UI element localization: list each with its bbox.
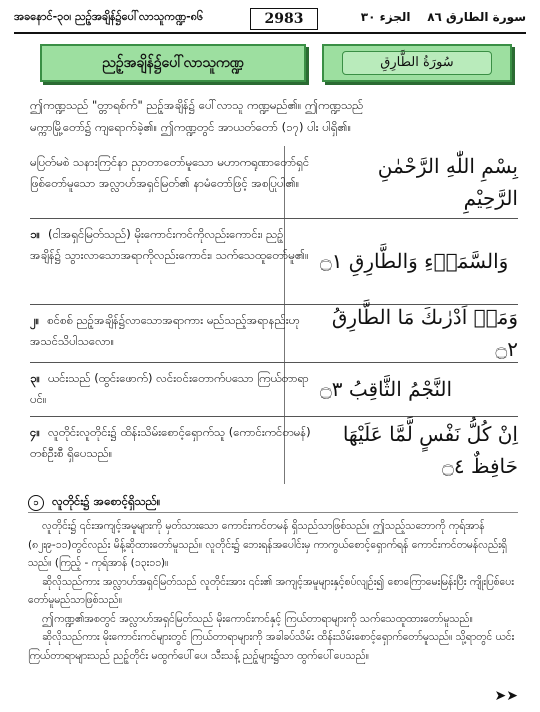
verse-row-basmala [30, 146, 518, 218]
verse-translation [30, 368, 312, 410]
verse-text: စင်စစ် ညဥ့်အချိန်၌လာသောအရာကား မည်သည့်အရာနည်းဟု အသင်သိပါသလော။ [30, 313, 300, 348]
page-header [14, 6, 526, 34]
surah-name-plate [322, 44, 512, 82]
continue-arrows-icon: ➤➤ [494, 688, 518, 704]
verse-arabic: النَّجْمُ الثَّاقِبُ ۝٣ [320, 377, 453, 401]
chapter-title: ညဥ့်အချိန်၌ပေါ်လာသူကဏ္ဍ [40, 44, 306, 82]
footnote-paragraph: ဤကဏ္ဍ၏အစတွင် အလ္လာဟ်အရှင်မြတ်သည် မိုးကောင်းကင်နှင့် ကြယ်တာရာများကို သက်သေထူထားတော်မူသည်။ [42, 612, 473, 625]
verse-number: ၂။ [30, 313, 40, 327]
footnote-paragraph: လူတိုင်း၌ ၎င်းအကျင့်အမူများကို မှတ်သားသော ကောင်းကင်တမန် ရှိသည်သာဖြစ်သည်။ ဤသည့်သဘောကို ကုရ်အာန် (၈၂း၉-၁၁)တွင်လည်း မိန့်ဆိုထားတော်မူသည်။ လူတိုင်း၌ ဘေးရန်အပေါင်းမှ ကာကွယ်စောင့်ရှောက်ရန် ကောင်းကင်တမန်လည်းရှိသည်။ (ကြည့် - ကုရ်အာန် (၁၃း၁၁)။ [28, 520, 507, 569]
footnote [28, 492, 518, 665]
footnote-rule [28, 512, 518, 513]
header-section-title: အခနောင်-၃၀၊ ညဥ့်အချိန်၌ပေါ်လာသူကဏ္ဍ-၈၆ [14, 10, 204, 23]
surah-name: سُورَةُ الطَّارِقِ [342, 51, 492, 75]
header-surah-reference [361, 10, 526, 24]
chapter-introduction [30, 94, 514, 138]
verse-text: မပြတ်မစဲ သနားကြင်နာ ညှာတာတော်မူသော မဟာကရုဏာတော်ရှင် ဖြစ်တော်မူသော အလ္လာဟ်အရှင်မြတ်၏ နာမံတော်ဖြင့် အစပြုပါ၏။ [30, 155, 310, 190]
verse-row-1 [30, 218, 518, 304]
footnote-paragraph: ဆိုလိုသည်ကား မိုးကောင်းကင်များတွင် ကြယ်တာရာများကို အခါခပ်သိမ်း ထိန်းသိမ်းစောင့်ရှောက်တော်မူသည်။ သို့ရာတွင် ယင်းကြယ်တာရာများသည် ညဥ့်တိုင်း မထွက်ပေါ်ပေ၊ သီးသန့် ညဥ့်များ၌သာ ထွက်ပေါ်ပေသည်။ [28, 631, 515, 662]
verse-number: ၄။ [30, 425, 40, 439]
header-surah: سورة الطارق ٨٦ [427, 10, 526, 24]
page-number: 2983 [250, 8, 318, 30]
verse-number: ၁။ [30, 227, 40, 241]
verse-arabic: وَالسَّمَاۤءِ وَالطَّارِقِ ۝١ [320, 249, 509, 273]
verse-table [30, 146, 518, 484]
intro-line: မက္ကာမြို့တော်၌ ကျရောက်ခဲ့၏။ ဤကဏ္ဍတွင် အာယတ်တော် (၁၇) ပါး ပါရှိ၏။ [30, 120, 352, 134]
footnote-marker: ၁ [28, 495, 44, 511]
verse-arabic: بِسْمِ اللّٰهِ الرَّحْمٰنِ الرَّحِيْمِ [377, 154, 518, 210]
verse-number: ၃။ [30, 371, 40, 385]
verse-text: ယင်းသည် (ထွင်းဖောက်) လင်းဝင်းတောက်ပသော ကြယ်တာရာပင်။ [30, 371, 309, 406]
verse-translation [30, 422, 312, 464]
verse-translation [30, 152, 312, 194]
intro-line: ဤကဏ္ဍသည် "တ္တာရစ်က်" ညဥ့်အချိန်၌ ပေါ်လာသူ ကဏ္ဍမည်၏။ ဤကဏ္ဍသည် [30, 98, 364, 112]
verse-row-4 [30, 416, 518, 484]
footnote-heading [28, 492, 518, 511]
header-juz: الجزء ٣٠ [360, 10, 411, 24]
verse-translation [30, 310, 312, 352]
verse-arabic: وَمَاۤ اَدْرٰىكَ مَا الطَّارِقُ ۝٢ [331, 305, 518, 361]
footnote-paragraph: ဆိုလိုသည်ကား အလ္လာဟ်အရှင်မြတ်သည် လူတိုင်းအား ၎င်း၏ အကျင့်အမူများနှင့်စပ်လျဉ်း၍ စောကြောမေးမြန်းပြီး ကျိုးပြစ်ပေးတော်မူမည်သာဖြစ်သည်။ [28, 575, 514, 606]
verse-text: လူတိုင်းလူတိုင်း၌ ထိန်းသိမ်းစောင့်ရှောက်သူ (ကောင်းကင်တမန်) တစ်ဦးစီ ရှိပေသည်။ [30, 425, 311, 460]
verse-translation [30, 224, 312, 266]
verse-row-2 [30, 304, 518, 362]
verse-row-3 [30, 362, 518, 416]
verse-text: (ငါအရှင်မြတ်သည်) မိုးကောင်းကင်ကိုလည်းကောင်း၊ ညဥ့်အချိန်၌ သွားလာသောအရာကိုလည်းကောင်း၊ သက်သေထူတော်မူ၏။ [30, 227, 309, 262]
footnote-heading-text: လူတိုင်း၌ အစောင့်ရှိသည်။ [52, 494, 161, 508]
verse-arabic: اِنْ كُلُّ نَفْسٍ لَّمَّا عَلَيْهَا حَافِظٌ ۝٤ [342, 422, 518, 478]
